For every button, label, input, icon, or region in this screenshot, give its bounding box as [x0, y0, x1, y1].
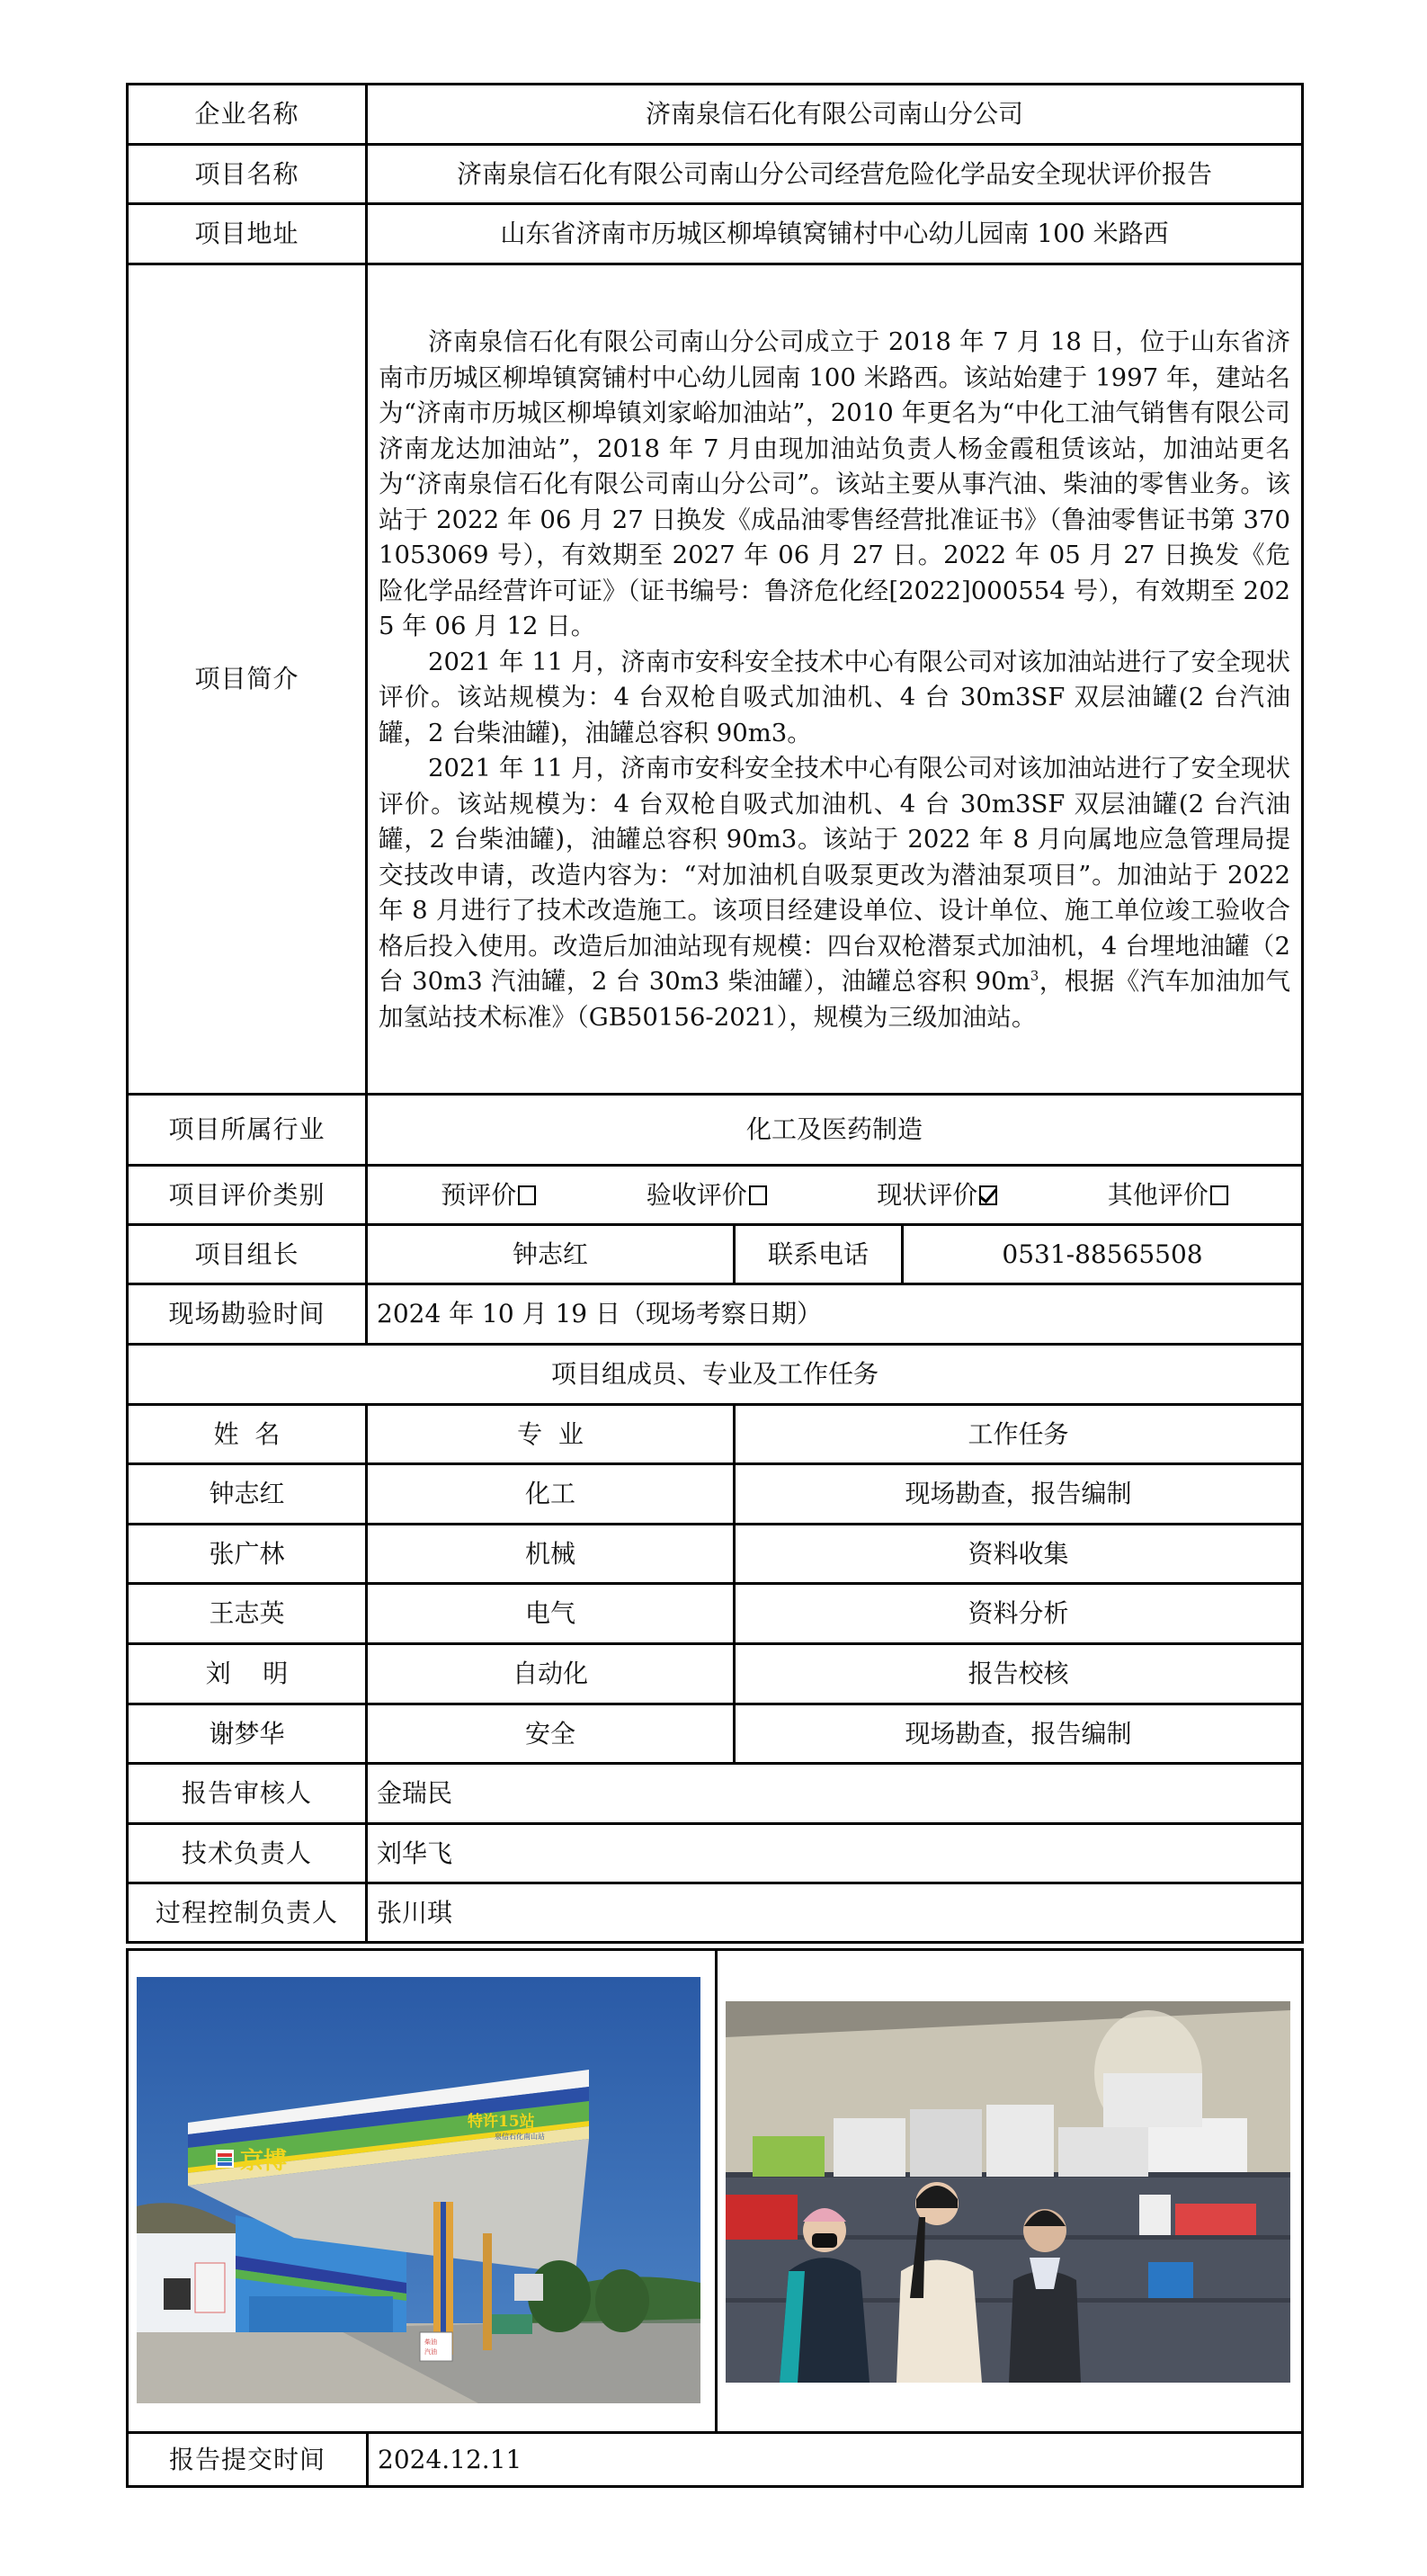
member-major: 安全: [367, 1704, 735, 1764]
station-sign-main: 京博: [240, 2148, 288, 2175]
eval-option-current[interactable]: [877, 1180, 997, 1211]
tech-lead-value: 刘华飞: [367, 1824, 1303, 1883]
intro-paragraph: 济南泉信石化有限公司南山分公司成立于 2018 年 7 月 18 日，位于山东省济南市历城区柳埠镇窝铺村中心幼儿园南 100 米路西。该站始建于 1997 年，建站名为“济南市历城区柳埠镇刘家峪加油站”，2010 年更名为“中化工油气销售有限公司济南龙达加油站”，2018 年 7 月由现加油站负责人杨金霞租赁该站，加油站更名为“济南泉信石化有限公司南山分公司”。该站主要从事汽油、柴油的零售业务。该站于 2022 年 06 月 27 日换发《成品油零售经营批准证书》（鲁油零售证书第 3701053069 号），有效期至 2027 年 06 月 27 日。2022 年 05 月 27 日换发《危险化学品经营许可证》（证书编号：鲁济危化经[2022]000554 号），有效期至 2025 年 06 月 12 日。: [379, 327, 1291, 640]
checkbox-unchecked-icon[interactable]: [1210, 1185, 1228, 1205]
reviewer-value: 金瑞民: [367, 1764, 1303, 1824]
eval-option-label: 其他评价: [1107, 1179, 1208, 1210]
intro-paragraph: [379, 751, 1290, 1035]
header-major: 专 业: [367, 1405, 735, 1464]
row-leader: [128, 1225, 1303, 1284]
station-sign-side: 特许15站: [468, 2113, 535, 2131]
member-major: 电气: [367, 1584, 735, 1644]
member-row: [128, 1464, 1303, 1525]
leader-label: 项目组长: [128, 1225, 367, 1284]
member-name: 钟志红: [128, 1464, 367, 1525]
station-board-text: 柴油汽油: [424, 2339, 437, 2356]
address-value: 山东省济南市历城区柳埠镇窝铺村中心幼儿园南 100 米路西: [367, 204, 1303, 264]
member-major: 化工: [367, 1464, 735, 1525]
leader-value: 钟志红: [367, 1225, 735, 1284]
row-address: [128, 204, 1303, 264]
header-name: 姓 名: [128, 1405, 367, 1464]
reviewer-label: 报告审核人: [128, 1764, 367, 1824]
row-company: [128, 85, 1303, 145]
member-row: [128, 1644, 1303, 1704]
process-control-value: 张川琪: [367, 1883, 1303, 1943]
industry-value: 化工及医药制造: [367, 1095, 1303, 1166]
row-intro: [128, 264, 1303, 1095]
member-row: [128, 1525, 1303, 1584]
gas-station-photo: [137, 1977, 700, 2403]
member-name: 谢梦华: [128, 1704, 367, 1764]
photo-cell-team: [717, 1950, 1303, 2433]
photo-table: [126, 1948, 1304, 2488]
eval-option-acceptance[interactable]: [647, 1180, 767, 1211]
project-info-table: [126, 83, 1304, 1944]
project-name-label: 项目名称: [128, 145, 367, 204]
superscript: 3: [1030, 967, 1039, 984]
intro-text: [367, 264, 1303, 1095]
company-label: 企业名称: [128, 85, 367, 145]
row-reviewer: [128, 1764, 1303, 1824]
team-photo: [726, 2001, 1290, 2383]
intro-label: 项目简介: [128, 264, 367, 1095]
company-value: 济南泉信石化有限公司南山分公司: [367, 85, 1303, 145]
photo-row: [128, 1950, 1303, 2433]
member-name: 刘 明: [128, 1644, 367, 1704]
eval-type-options: [367, 1166, 1303, 1225]
project-name-value: 济南泉信石化有限公司南山分公司经营危险化学品安全现状评价报告: [367, 145, 1303, 204]
phone-label: 联系电话: [735, 1225, 903, 1284]
member-task: 资料收集: [735, 1525, 1303, 1584]
survey-time-value: 2024 年 10 月 19 日（现场考察日期）: [367, 1284, 1303, 1345]
survey-time-label: 现场勘验时间: [128, 1284, 367, 1345]
submit-time-label: 报告提交时间: [128, 2433, 368, 2487]
eval-option-label: 现状评价: [877, 1179, 978, 1210]
submit-time-value: 2024.12.11: [368, 2433, 1303, 2487]
eval-type-label: 项目评价类别: [128, 1166, 367, 1225]
member-major: 自动化: [367, 1644, 735, 1704]
address-label: 项目地址: [128, 204, 367, 264]
row-submit-time: [128, 2433, 1303, 2487]
phone-value: 0531-88565508: [903, 1225, 1303, 1284]
member-row: [128, 1704, 1303, 1764]
member-task: 现场勘查，报告编制: [735, 1704, 1303, 1764]
industry-label: 项目所属行业: [128, 1095, 367, 1166]
members-header-row: [128, 1405, 1303, 1464]
intro-paragraph: 2021 年 11 月，济南市安科安全技术中心有限公司对该加油站进行了安全现状评价。该站规模为：4 台双枪自吸式加油机、4 台 30m3SF 双层油罐(2 台汽油罐，2 台柴油罐)，油罐总容积 90m3。: [379, 647, 1291, 747]
row-tech-lead: [128, 1824, 1303, 1883]
row-industry: [128, 1095, 1303, 1166]
eval-option-other[interactable]: [1108, 1180, 1228, 1211]
checkbox-unchecked-icon[interactable]: [749, 1185, 767, 1205]
row-survey-time: [128, 1284, 1303, 1345]
process-control-label: 过程控制负责人: [128, 1883, 367, 1943]
member-task: 资料分析: [735, 1584, 1303, 1644]
member-task: 现场勘查，报告编制: [735, 1464, 1303, 1525]
intro-paragraph-tail: ，根据《汽车加油加气加氢站技术标准》（GB50156-2021），规模为三级加油站。: [379, 967, 1291, 1032]
member-row: [128, 1584, 1303, 1644]
row-eval-type: [128, 1166, 1303, 1225]
station-sign-sub: 泉信石化南山站: [495, 2133, 545, 2141]
eval-option-label: 预评价: [441, 1179, 517, 1210]
eval-option-pre[interactable]: [441, 1180, 536, 1211]
member-major: 机械: [367, 1525, 735, 1584]
checkbox-checked-icon[interactable]: [979, 1185, 997, 1205]
intro-paragraph-text: 2021 年 11 月，济南市安科安全技术中心有限公司对该加油站进行了安全现状评价。该站规模为：4 台双枪自吸式加油机、4 台 30m3SF 双层油罐(2 台汽油罐，2 台柴油罐)，油罐总容积 90m3。该站于 2022 年 8 月向属地应急管理局提交技改申请，改造内容为：“对加油机自吸泵更改为潜油泵项目”。加油站于 2022 年 8 月进行了技术改造施工。该项目经建设单位、设计单位、施工单位竣工验收合格后投入使用。改造后加油站现有规模：四台双枪潜泵式加油机，4 台埋地油罐（2 台 30m3 汽油罐，2 台 30m3 柴油罐），油罐总容积 90m: [379, 754, 1291, 996]
row-members-title: [128, 1345, 1303, 1405]
member-task: 报告校核: [735, 1644, 1303, 1704]
row-project-name: [128, 145, 1303, 204]
eval-option-label: 验收评价: [646, 1179, 747, 1210]
checkbox-unchecked-icon[interactable]: [518, 1185, 536, 1205]
photo-cell-station: [128, 1950, 717, 2433]
members-section-title: 项目组成员、专业及工作任务: [128, 1345, 1303, 1405]
header-task: 工作任务: [735, 1405, 1303, 1464]
member-name: 王志英: [128, 1584, 367, 1644]
member-name: 张广林: [128, 1525, 367, 1584]
row-process-control: [128, 1883, 1303, 1943]
tech-lead-label: 技术负责人: [128, 1824, 367, 1883]
